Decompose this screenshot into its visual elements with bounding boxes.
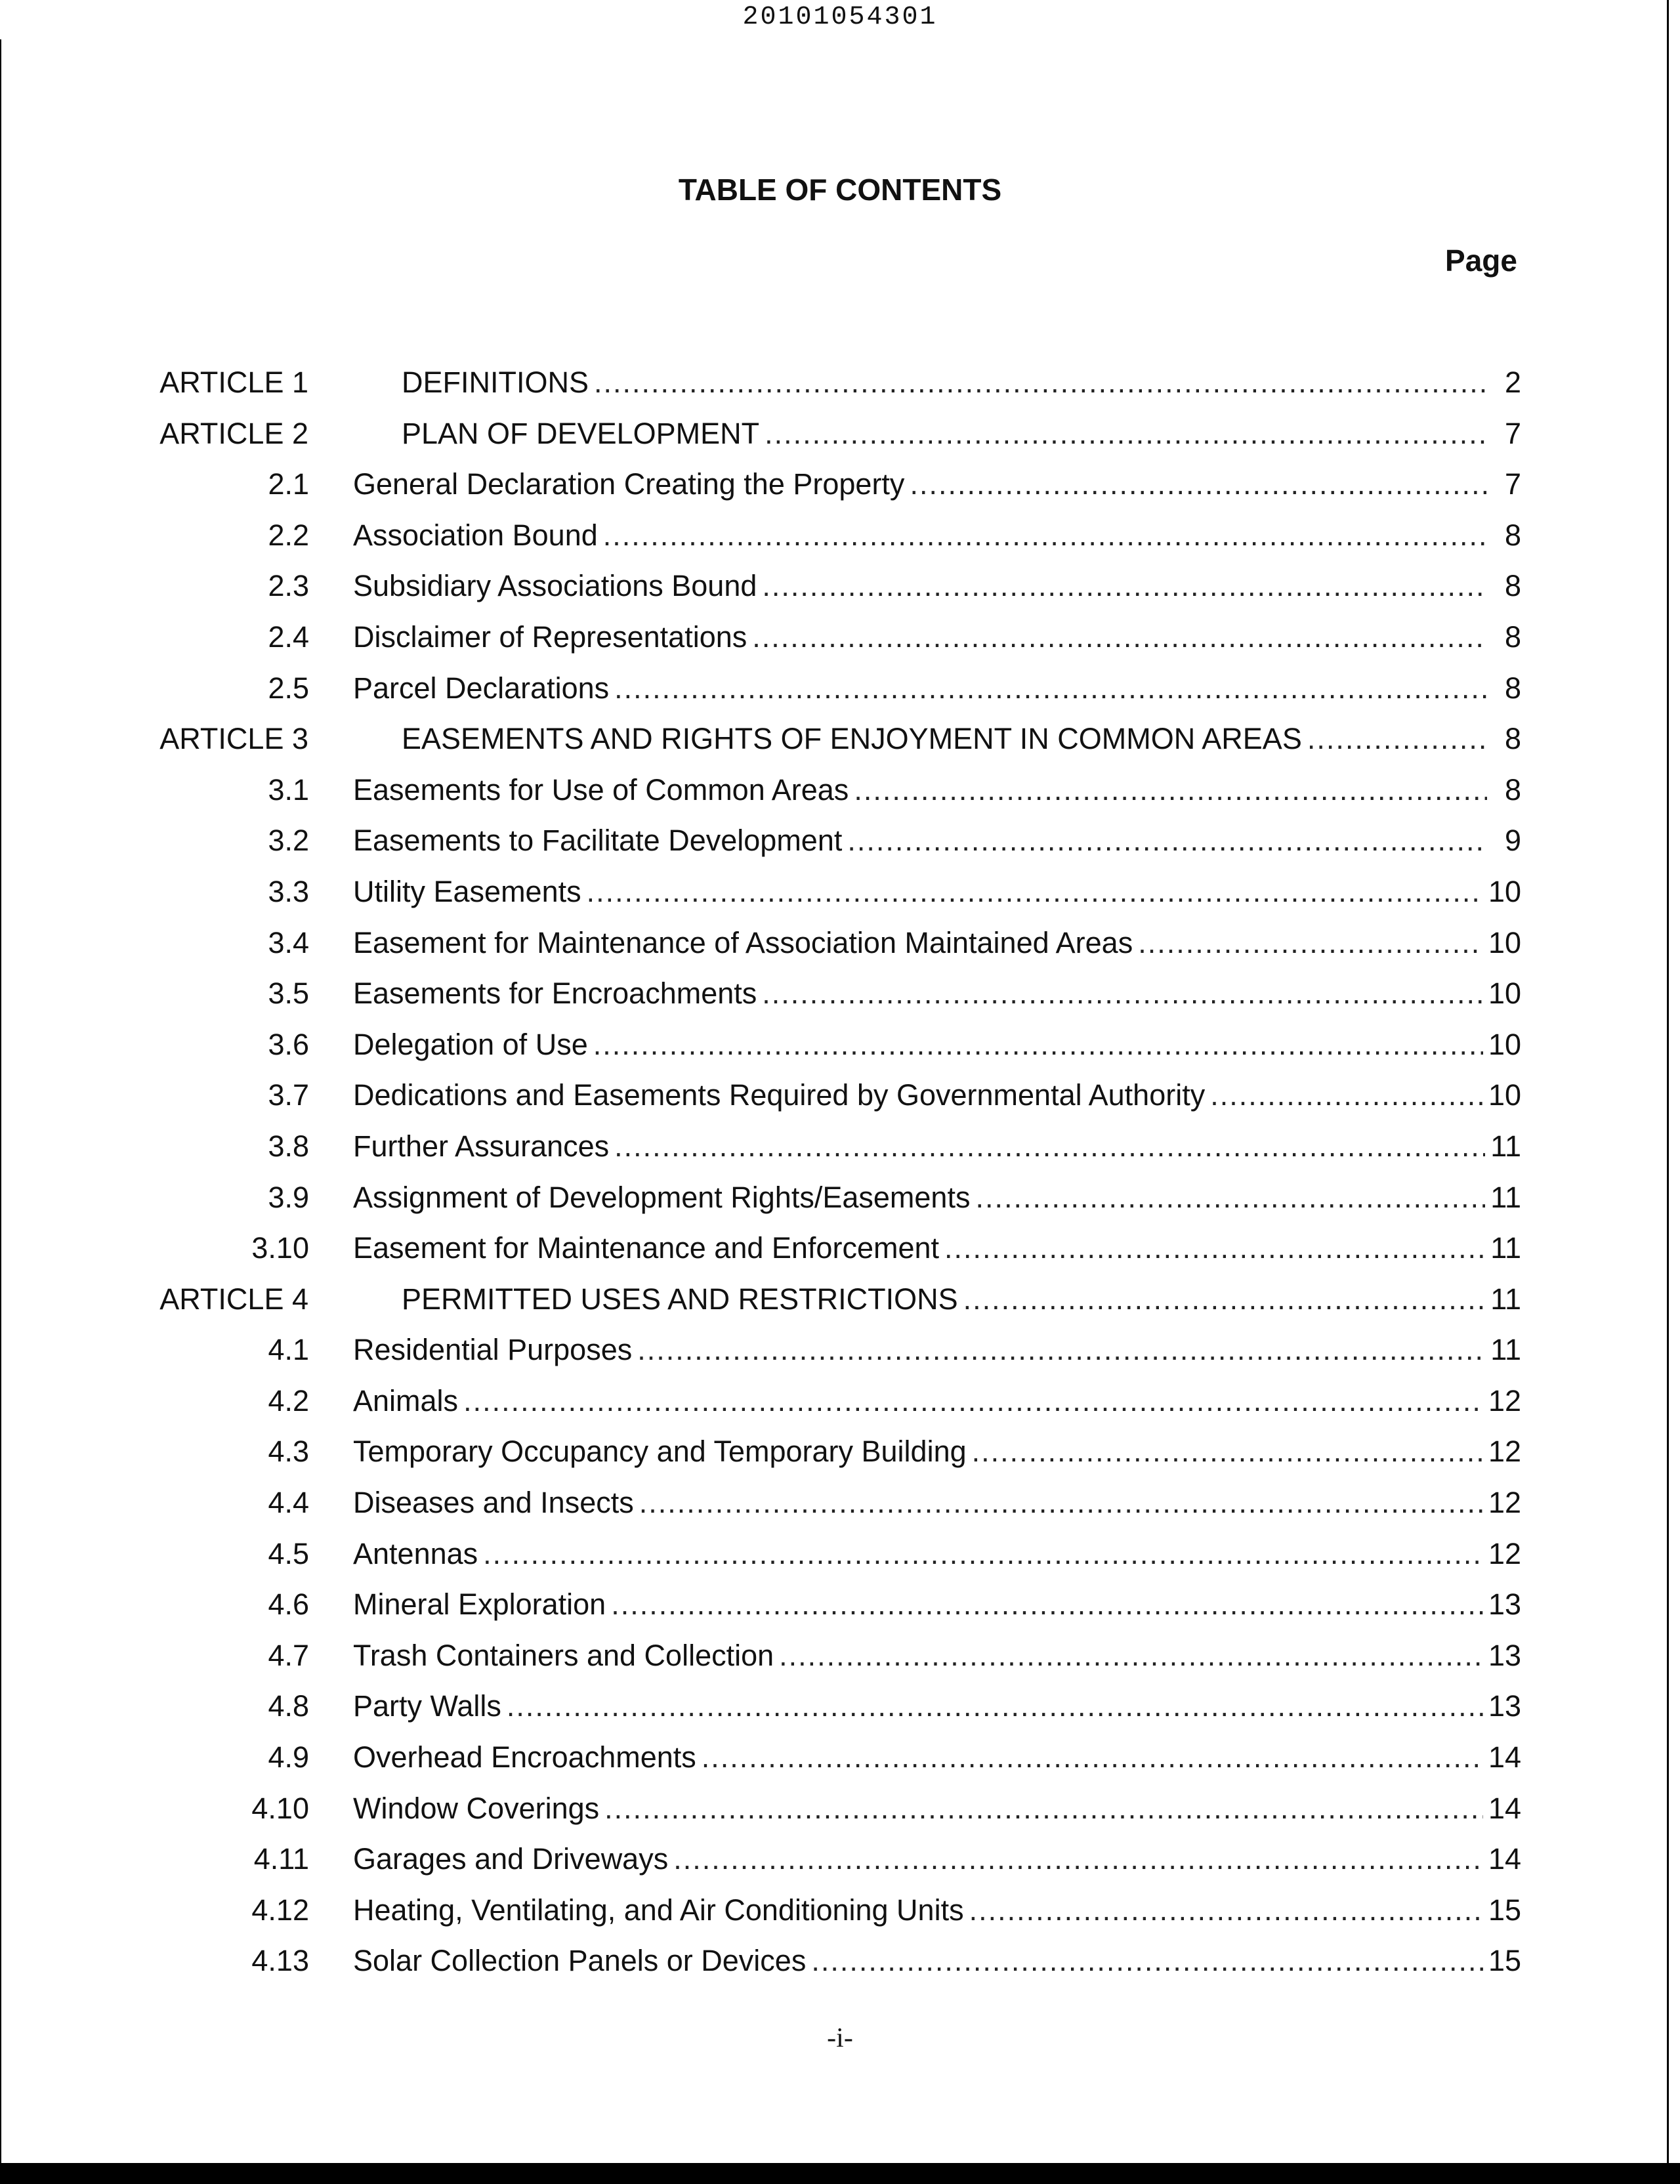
toc-section-row [0, 770, 1680, 822]
toc-entry-title: Easement for Maintenance of Association Maintained Areas [353, 925, 1133, 959]
toc-entry [353, 669, 1521, 708]
toc-section-row [0, 1330, 1680, 1381]
toc-entry-number: ARTICLE 1 [159, 366, 308, 399]
toc-entry-page: 14 [1488, 1740, 1521, 1774]
toc-entry [353, 1738, 1521, 1777]
dot-leader [593, 1025, 1483, 1064]
toc-entry-title: Easements for Use of Common Areas [353, 772, 849, 807]
toc-entry-page: 10 [1488, 925, 1521, 959]
dot-leader [637, 1330, 1485, 1370]
dot-leader [639, 1483, 1483, 1522]
toc-section-row [0, 1789, 1680, 1840]
toc-entry-number: 4.8 [268, 1689, 309, 1723]
toc-entry [402, 363, 1521, 402]
toc-entry-page: 8 [1504, 569, 1521, 603]
toc-section-row [0, 1534, 1680, 1586]
dot-leader [611, 1585, 1483, 1624]
toc-section-row [0, 1941, 1680, 1992]
toc-section-row [0, 669, 1680, 720]
toc-entry [353, 1330, 1521, 1370]
toc-entry-number: 3.3 [268, 874, 309, 908]
toc-section-row [0, 1127, 1680, 1178]
toc-entry-title: Solar Collection Panels or Devices [353, 1944, 807, 1978]
toc-article-row [0, 1280, 1680, 1331]
toc-entry-page: 13 [1488, 1689, 1521, 1723]
toc-section-row [0, 1839, 1680, 1891]
toc-entry-title: Window Coverings [353, 1791, 600, 1825]
toc-entry-title: Mineral Exploration [353, 1587, 606, 1622]
dot-leader [1307, 719, 1487, 759]
toc-entry-title: Assignment of Development Rights/Easements [353, 1180, 971, 1214]
toc-entry-title: Antennas [353, 1536, 478, 1570]
toc-entry [353, 1789, 1521, 1828]
toc-entry-title: Easement for Maintenance and Enforcement [353, 1231, 940, 1265]
toc-entry-number: 2.4 [268, 620, 309, 654]
toc-entry [353, 566, 1521, 606]
toc-entry-page: 14 [1488, 1842, 1521, 1876]
toc-section-row [0, 618, 1680, 669]
toc-section-row [0, 1178, 1680, 1229]
toc-entry-page: 12 [1488, 1383, 1521, 1418]
dot-leader [614, 1127, 1485, 1166]
dot-leader [587, 872, 1483, 912]
toc-entry-title: PLAN OF DEVELOPMENT [402, 416, 760, 450]
dot-leader [972, 1432, 1483, 1471]
toc-entry-number: 3.4 [268, 925, 309, 959]
toc-entry-page: 7 [1504, 467, 1521, 501]
toc-entry-title: Parcel Declarations [353, 671, 610, 705]
toc-entry-page: 15 [1488, 1944, 1521, 1978]
toc-entry-title: Animals [353, 1383, 459, 1418]
toc-entry [353, 1891, 1521, 1930]
toc-entry [353, 1178, 1521, 1217]
toc-entry-title: Subsidiary Associations Bound [353, 569, 757, 603]
toc-entry [402, 1280, 1521, 1319]
toc-entry-page: 10 [1488, 976, 1521, 1011]
toc-section-row [0, 1483, 1680, 1534]
toc-entry-number: 4.7 [268, 1638, 309, 1672]
toc-entry [353, 1381, 1521, 1421]
toc-section-row [0, 1891, 1680, 1942]
dot-leader [507, 1687, 1483, 1726]
dot-leader [762, 974, 1483, 1013]
toc-entry [353, 821, 1521, 860]
dot-leader [1138, 923, 1483, 963]
toc-entry-number: 4.2 [268, 1383, 309, 1418]
toc-section-row [0, 1738, 1680, 1789]
dot-leader [752, 618, 1487, 657]
toc-section-row [0, 1687, 1680, 1738]
toc-entry-title: Further Assurances [353, 1129, 610, 1163]
dot-leader [975, 1178, 1485, 1217]
dot-leader [811, 1941, 1483, 1981]
toc-entry-page: 12 [1488, 1486, 1521, 1520]
toc-entry-page: 10 [1488, 1078, 1521, 1112]
toc-entry-title: General Declaration Creating the Property [353, 467, 905, 501]
toc-article-row [0, 363, 1680, 414]
toc-section-row [0, 1228, 1680, 1280]
toc-entry-page: 11 [1490, 1333, 1521, 1367]
dot-leader [910, 465, 1487, 504]
toc-entry-page: 14 [1488, 1791, 1521, 1825]
toc-entry-page: 11 [1490, 1180, 1521, 1214]
toc-entry-number: 3.7 [268, 1078, 309, 1112]
toc-entry-title: Delegation of Use [353, 1027, 588, 1061]
toc-entry [353, 1483, 1521, 1522]
dot-leader [765, 414, 1487, 453]
dot-leader [463, 1381, 1483, 1421]
toc-entry-page: 12 [1488, 1435, 1521, 1469]
page-title: TABLE OF CONTENTS [678, 173, 1002, 207]
toc-entry-title: Residential Purposes [353, 1333, 633, 1367]
toc-entry-page: 10 [1488, 1027, 1521, 1061]
toc-entry [353, 516, 1521, 555]
footer-page-number: -i- [827, 2023, 853, 2053]
toc-entry-title: Easements for Encroachments [353, 976, 757, 1011]
document-number: 20101054301 [742, 3, 938, 32]
dot-leader [969, 1891, 1483, 1930]
toc-entry-title: Disclaimer of Representations [353, 620, 747, 654]
dot-leader [963, 1280, 1486, 1319]
toc-entry-title: EASEMENTS AND RIGHTS OF ENJOYMENT IN COMMON AREAS [402, 722, 1302, 756]
toc-entry-page: 13 [1488, 1587, 1521, 1622]
toc-entry [353, 1687, 1521, 1726]
toc-entry-number: 4.11 [253, 1842, 309, 1876]
toc-section-row [0, 974, 1680, 1025]
toc-section-row [0, 821, 1680, 872]
dot-leader [944, 1228, 1485, 1268]
toc-section-row [0, 1381, 1680, 1433]
toc-entry-page: 12 [1488, 1536, 1521, 1570]
toc-entry-title: Temporary Occupancy and Temporary Building [353, 1435, 967, 1469]
dot-leader [483, 1534, 1483, 1574]
toc-entry-title: PERMITTED USES AND RESTRICTIONS [402, 1282, 958, 1316]
toc-entry-title: Diseases and Insects [353, 1486, 634, 1520]
toc-entry [353, 1228, 1521, 1268]
toc-entry-number: ARTICLE 4 [159, 1282, 308, 1316]
toc-section-row [0, 1076, 1680, 1127]
toc-entry-title: Easements to Facilitate Development [353, 824, 843, 858]
toc-entry [353, 770, 1521, 810]
toc-entry-title: Heating, Ventilating, and Air Conditioning Units [353, 1893, 964, 1927]
dot-leader [604, 1789, 1483, 1828]
toc-entry-page: 13 [1488, 1638, 1521, 1672]
toc-entry [353, 465, 1521, 504]
toc-entry [353, 1839, 1521, 1879]
page-column-header: Page [1445, 243, 1517, 278]
toc-entry-title: Overhead Encroachments [353, 1740, 696, 1774]
toc-section-row [0, 1432, 1680, 1483]
toc-section-row [0, 1636, 1680, 1687]
toc-entry-number: 4.10 [251, 1791, 309, 1825]
dot-leader [762, 566, 1487, 606]
toc-entry [353, 1534, 1521, 1574]
toc-article-row [0, 719, 1680, 770]
toc-entry-title: Party Walls [353, 1689, 501, 1723]
toc-entry-page: 9 [1504, 824, 1521, 858]
toc-entry-title: Association Bound [353, 518, 598, 552]
toc-entry-number: 4.12 [251, 1893, 309, 1927]
toc-entry-number: 4.4 [268, 1486, 309, 1520]
toc-entry [353, 923, 1521, 963]
toc-entry-page: 8 [1504, 772, 1521, 807]
toc-entry-page: 8 [1504, 620, 1521, 654]
toc-entry-title: Utility Easements [353, 874, 581, 908]
toc-entry-number: 3.5 [268, 976, 309, 1011]
toc-entry-title: Dedications and Easements Required by Governmental Authority [353, 1078, 1206, 1112]
toc-section-row [0, 1585, 1680, 1636]
dot-leader [594, 363, 1487, 402]
toc-section-row [0, 872, 1680, 923]
toc-entry-number: 4.6 [268, 1587, 309, 1622]
toc-entry-title: Trash Containers and Collection [353, 1638, 774, 1672]
dot-leader [702, 1738, 1483, 1777]
toc-entry-number: 3.9 [268, 1180, 309, 1214]
toc-entry-number: 4.1 [268, 1333, 309, 1367]
dot-leader [673, 1839, 1483, 1879]
toc-entry [353, 974, 1521, 1013]
toc-article-row [0, 414, 1680, 465]
dot-leader [1210, 1076, 1483, 1115]
toc-entry-number: 2.5 [268, 671, 309, 705]
toc-entry [353, 1941, 1521, 1981]
toc-section-row [0, 566, 1680, 618]
toc-entry-number: 3.10 [251, 1231, 309, 1265]
dot-leader [614, 669, 1487, 708]
toc-entry [353, 1636, 1521, 1675]
toc-entry [353, 1076, 1521, 1115]
toc-entry-page: 11 [1490, 1231, 1521, 1265]
dot-leader [779, 1636, 1483, 1675]
toc-entry-number: 2.2 [268, 518, 309, 552]
dot-leader [603, 516, 1487, 555]
toc-section-row [0, 465, 1680, 516]
toc-entry [353, 1585, 1521, 1624]
toc-entry-page: 10 [1488, 874, 1521, 908]
toc-entry-page: 11 [1490, 1129, 1521, 1163]
toc-entry [353, 1025, 1521, 1064]
dot-leader [854, 770, 1487, 810]
toc-entry-number: 3.8 [268, 1129, 309, 1163]
toc-entry-number: 2.3 [268, 569, 309, 603]
toc-entry-number: 4.9 [268, 1740, 309, 1774]
toc-entry-page: 8 [1504, 671, 1521, 705]
toc-entry-page: 8 [1504, 518, 1521, 552]
toc-entry-number: 3.2 [268, 824, 309, 858]
toc-entry-title: Garages and Driveways [353, 1842, 669, 1876]
toc-entry [353, 618, 1521, 657]
toc-entry-number: 4.3 [268, 1435, 309, 1469]
toc-entry-number: ARTICLE 2 [159, 416, 308, 450]
toc-section-row [0, 923, 1680, 975]
toc-entry [353, 872, 1521, 912]
toc-entry-number: 4.13 [251, 1944, 309, 1978]
table-of-contents [0, 363, 1680, 1992]
toc-entry [353, 1432, 1521, 1471]
toc-entry [402, 719, 1521, 759]
toc-section-row [0, 1025, 1680, 1076]
scan-bottom-border [0, 2163, 1680, 2184]
toc-entry-number: ARTICLE 3 [159, 722, 308, 756]
toc-entry-number: 3.6 [268, 1027, 309, 1061]
toc-section-row [0, 516, 1680, 567]
toc-entry-number: 3.1 [268, 772, 309, 807]
dot-leader [847, 821, 1487, 860]
toc-entry-number: 4.5 [268, 1536, 309, 1570]
toc-entry-page: 2 [1504, 366, 1521, 399]
toc-entry-title: DEFINITIONS [402, 366, 589, 399]
toc-entry-page: 11 [1490, 1282, 1521, 1316]
toc-entry [353, 1127, 1521, 1166]
toc-entry [402, 414, 1521, 453]
toc-entry-page: 8 [1504, 722, 1521, 756]
toc-entry-number: 2.1 [268, 467, 309, 501]
toc-entry-page: 7 [1504, 416, 1521, 450]
toc-entry-page: 15 [1488, 1893, 1521, 1927]
